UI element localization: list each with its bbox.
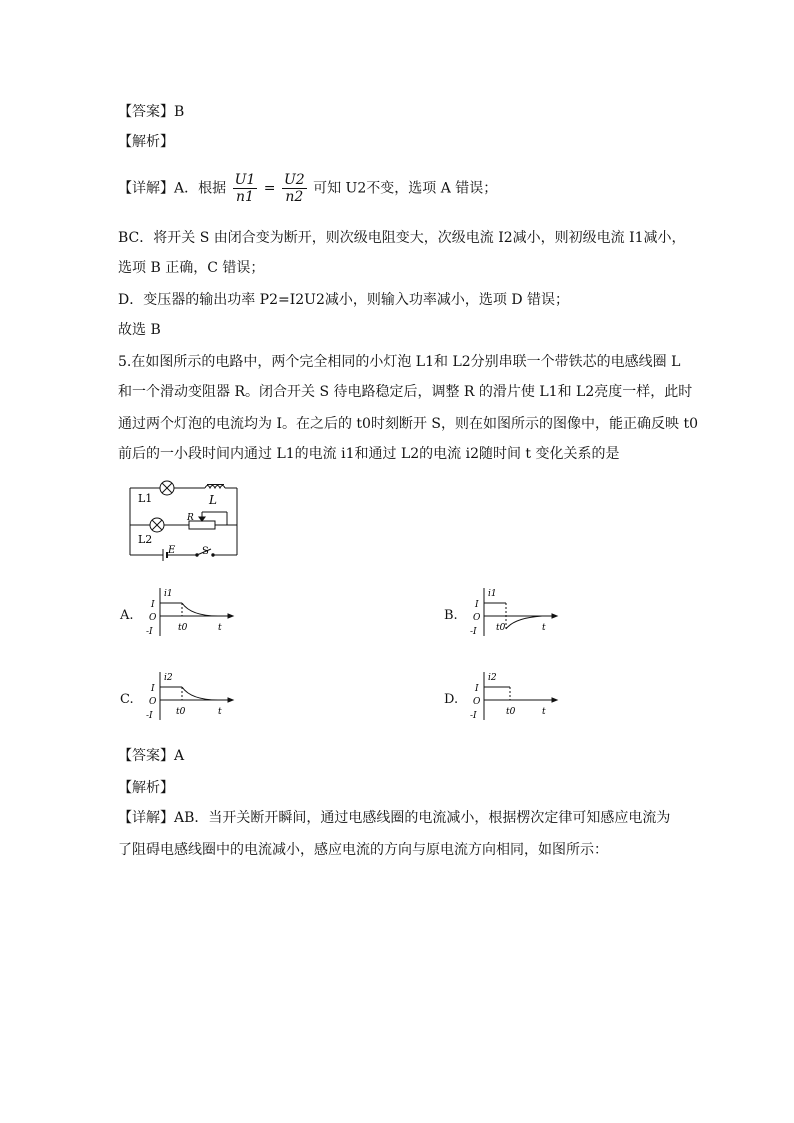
- fraction-1-numerator: U1: [234, 172, 256, 188]
- option-b-graph: [470, 586, 560, 642]
- answer-tag: 【答案】: [118, 748, 174, 764]
- option-c-t: t: [218, 707, 222, 717]
- q5-stem-line3: 通过两个灯泡的电流均为 I。在之后的 t0时刻断开 S，则在如图所示的图像中，能正确反映 t0: [118, 416, 698, 432]
- option-a-t: t: [218, 623, 222, 633]
- option-b-letter: B.: [444, 608, 458, 623]
- fraction-1-denominator: n1: [235, 189, 254, 205]
- formula-fraction-1: [233, 172, 258, 205]
- option-a-graph: [146, 586, 236, 642]
- q5-stem-line4: 前后的一小段时间内通过 L1的电流 i1和通过 L2的电流 i2随时间 t 变化关系的是: [118, 446, 620, 462]
- q5-stem-line2: 和一个滑动变阻器 R。闭合开关 S 待电路稳定后，调整 R 的滑片使 L1和 L2亮度一样，此时: [118, 384, 693, 400]
- option-c-graph: [146, 670, 236, 726]
- analysis-tag: 【解析】: [118, 780, 174, 796]
- answer-value: A: [174, 748, 185, 764]
- circuit-battery-label: E: [168, 545, 176, 556]
- option-c-origin: O: [149, 697, 157, 707]
- circuit-inductor-label: L: [209, 493, 217, 507]
- q4-conclusion: 故选 B: [118, 322, 161, 338]
- formula-fraction-2: [282, 172, 307, 205]
- answer-tag: 【答案】: [118, 104, 174, 120]
- option-a-letter: A.: [120, 608, 134, 623]
- option-a-t0: t0: [178, 623, 188, 633]
- option-d-ylabel: i2: [488, 673, 497, 683]
- option-d-graph: [470, 670, 560, 726]
- detail-tag: 【详解】: [118, 180, 174, 197]
- q5-detail-line2: 了阻碍电感线圈中的电流减小，感应电流的方向与原电流方向相同，如图所示：: [118, 842, 608, 858]
- q4-answer-line: [118, 102, 184, 122]
- option-b-origin: O: [473, 613, 481, 623]
- option-d-i-bot: -I: [470, 711, 477, 721]
- option-a-i-top: I: [151, 600, 155, 610]
- detail-tag: 【详解】: [118, 810, 174, 826]
- detail-a-suffix: 可知 U2不变，选项 A 错误；: [313, 180, 498, 197]
- q4-detail-bc-line1: BC．将开关 S 由闭合变为断开，则次级电阻变大，次级电流 I2减小，则初级电流 I1减小，: [118, 230, 686, 246]
- analysis-tag: 【解析】: [118, 134, 174, 150]
- option-a-i-bot: -I: [146, 627, 153, 637]
- option-c-t0: t0: [176, 707, 186, 717]
- circuit-l1-label: L1: [138, 492, 153, 505]
- option-b-t: t: [542, 623, 546, 633]
- answer-value: B: [174, 104, 185, 120]
- q5-detail-line1: [118, 808, 670, 828]
- q4-detail-bc-line2: 选项 B 正确，C 错误；: [118, 260, 265, 276]
- detail-text-1: AB．当开关断开瞬间，通过电感线圈的电流减小，根据楞次定律可知感应电流为: [174, 810, 671, 826]
- q4-detail-d-line: D．变压器的输出功率 P2=I2U2减小，则输入功率减小，选项 D 错误；: [118, 292, 569, 308]
- fraction-2-denominator: n2: [285, 189, 304, 205]
- option-c-letter: C.: [120, 692, 134, 707]
- option-d-t: t: [542, 707, 546, 717]
- q4-detail-a-line: [118, 172, 497, 205]
- q5-analysis-line: [118, 778, 174, 798]
- q5-stem-line1: 5.在如图所示的电路中，两个完全相同的小灯泡 L1和 L2分别串联一个带铁芯的电感线圈 L: [118, 354, 681, 370]
- q4-analysis-line: [118, 132, 174, 152]
- circuit-diagram: [125, 478, 245, 562]
- option-b-t0: t0: [496, 623, 506, 633]
- circuit-l2-label: L2: [138, 533, 153, 546]
- option-c-i-bot: -I: [146, 711, 153, 721]
- formula-equals: =: [263, 180, 276, 197]
- option-d-letter: D.: [444, 692, 459, 707]
- option-b-i-top: I: [475, 600, 479, 610]
- option-c-i-top: I: [151, 684, 155, 694]
- fraction-2-numerator: U2: [283, 172, 305, 188]
- circuit-rheostat-label: R: [187, 513, 194, 523]
- circuit-switch-label: S: [202, 546, 209, 557]
- option-b-ylabel: i1: [488, 589, 497, 599]
- option-d-origin: O: [473, 697, 481, 707]
- option-a-ylabel: i1: [164, 589, 173, 599]
- option-b-i-bot: -I: [470, 627, 477, 637]
- option-d-t0: t0: [506, 707, 516, 717]
- q5-answer-line: [118, 746, 184, 766]
- option-d-i-top: I: [475, 684, 479, 694]
- option-a-origin: O: [149, 613, 157, 623]
- option-c-ylabel: i2: [164, 673, 173, 683]
- detail-a-prefix: A．根据: [174, 180, 227, 197]
